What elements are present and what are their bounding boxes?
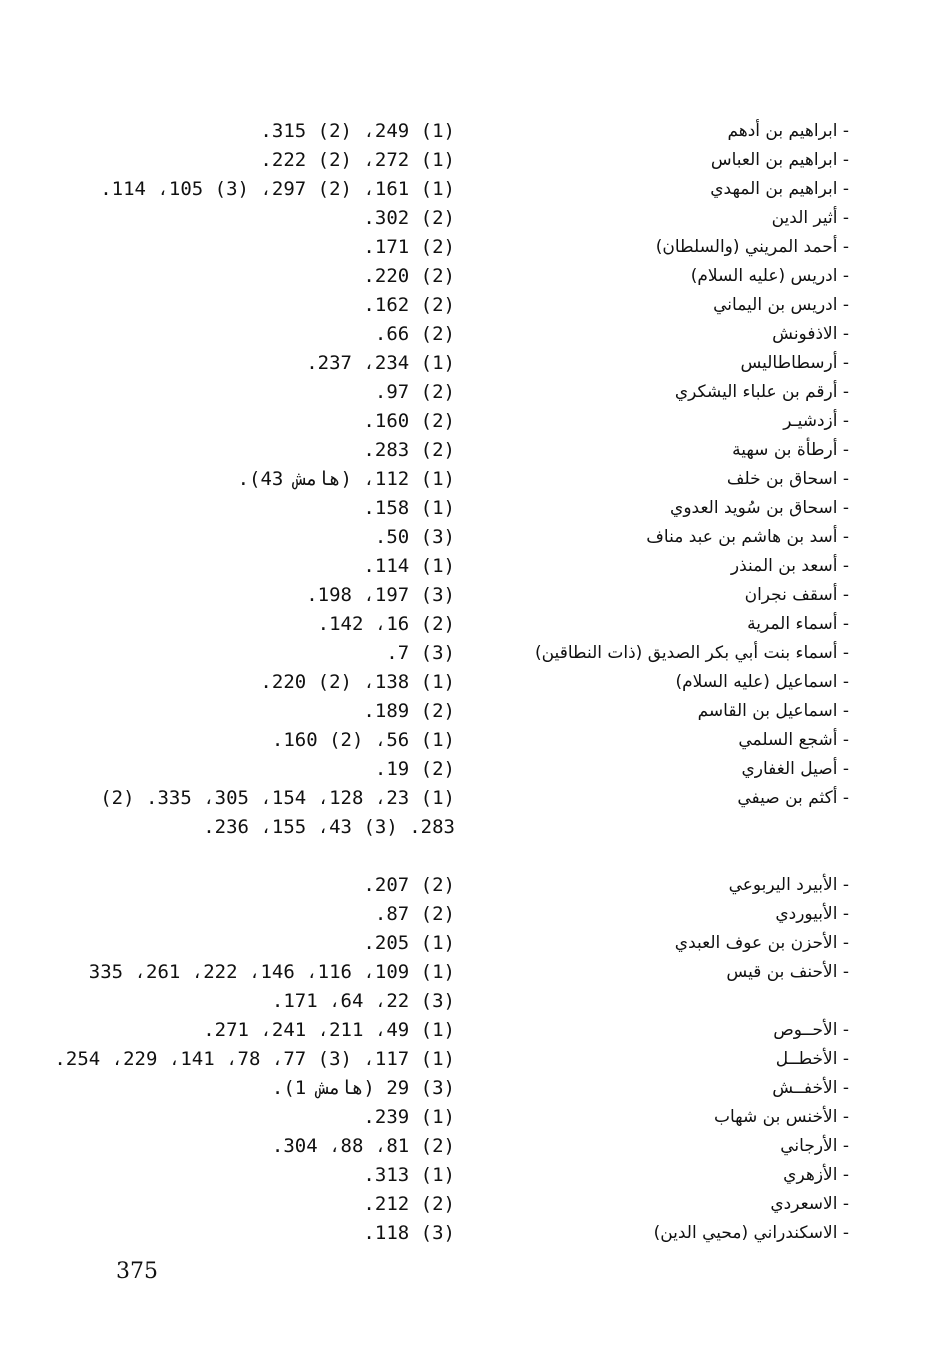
entry-refs: 283. (3) 43، 155، 236. <box>203 816 455 838</box>
index-entry <box>0 1103 947 1132</box>
entry-refs: (1) 161، (2) 297، (3) 105، 114. <box>100 178 455 200</box>
entry-name: - الاسكندراني (محيي الدين) <box>653 1223 849 1243</box>
entry-name: - الأزهري <box>783 1165 849 1185</box>
entry-name: - أثير الدين <box>771 208 849 228</box>
entry-refs: (1) 117، (3) 77، 78، 141، 229، 254. <box>54 1048 455 1070</box>
entry-name: - أرطأة بن سهية <box>732 440 849 460</box>
entry-name: - أكثم بن صيفي <box>737 788 849 808</box>
entry-refs: (2) 207. <box>363 874 455 896</box>
index-entry <box>0 581 947 610</box>
entry-name: - الأرجاني <box>780 1136 849 1156</box>
entry-name: - الأحزن بن عوف العبدي <box>674 933 849 953</box>
index-entry <box>0 1161 947 1190</box>
entry-name: - ابراهيم بن أدهم <box>727 121 849 141</box>
index-entry <box>0 1132 947 1161</box>
index-entry <box>0 378 947 407</box>
entry-refs: (1) 56، (2) 160. <box>271 729 455 751</box>
entry-name: - أحمد المريني (والسلطان) <box>655 237 849 257</box>
entry-refs: (1) 138، (2) 220. <box>260 671 455 693</box>
entry-name: - اسحاق بن خلف <box>726 469 849 489</box>
index-entry <box>0 1190 947 1219</box>
entry-name: - الأخطــل <box>775 1049 849 1069</box>
index-entry <box>0 1045 947 1074</box>
entry-refs: (1) 49، 211، 241، 271. <box>203 1019 455 1041</box>
entry-name: - أرقم بن علباء اليشكري <box>674 382 849 402</box>
index-entry <box>0 668 947 697</box>
entry-refs: (2) 87. <box>374 903 455 925</box>
index-entry <box>0 494 947 523</box>
entry-refs: (3) 118. <box>363 1222 455 1244</box>
entry-refs: (1) 158. <box>363 497 455 519</box>
index-entry <box>0 175 947 204</box>
entry-name: - اسماعيل بن القاسم <box>697 701 849 721</box>
index-entry <box>0 929 947 958</box>
index-entry <box>0 871 947 900</box>
entry-refs: (3) 197، 198. <box>306 584 455 606</box>
entry-refs: (1) 109، 116، 146، 222، 261، 335 <box>88 961 455 983</box>
entry-refs: (2) 220. <box>363 265 455 287</box>
index-entry <box>0 523 947 552</box>
name-index-list <box>0 117 947 1248</box>
entry-name: - أشجع السلمي <box>738 730 849 750</box>
index-entry <box>0 900 947 929</box>
entry-name: - أسعد بن المنذر <box>730 556 849 576</box>
entry-refs: (3) 29 (هامش 1). <box>271 1077 455 1099</box>
entry-name: - ادريس بن اليماني <box>713 295 849 315</box>
index-entry-continuation <box>0 813 947 842</box>
index-entry <box>0 1016 947 1045</box>
index-entry <box>0 1074 947 1103</box>
entry-name: - أصيل الغفاري <box>741 759 849 779</box>
entry-refs: (1) 234، 237. <box>306 352 455 374</box>
entry-name: - الاسعردي <box>770 1194 849 1214</box>
index-entry <box>0 784 947 813</box>
index-entry <box>0 697 947 726</box>
index-entry <box>0 552 947 581</box>
entry-name: - ابراهيم بن العباس <box>710 150 849 170</box>
entry-refs: (2) 19. <box>374 758 455 780</box>
entry-name: - أسقف نجران <box>744 585 849 605</box>
entry-refs: (2) 16، 142. <box>317 613 455 635</box>
entry-refs: (2) 81، 88، 304. <box>271 1135 455 1157</box>
index-entry <box>0 639 947 668</box>
entry-refs: (3) 50. <box>374 526 455 548</box>
entry-name: - الأبيرد اليربوعي <box>728 875 849 895</box>
entry-refs: (1) 239. <box>363 1106 455 1128</box>
entry-refs: (1) 114. <box>363 555 455 577</box>
entry-refs: (2) 171. <box>363 236 455 258</box>
index-entry <box>0 146 947 175</box>
entry-name: - الأبيوردي <box>775 904 849 924</box>
index-entry <box>0 204 947 233</box>
entry-refs: (2) 97. <box>374 381 455 403</box>
index-entry <box>0 407 947 436</box>
index-entry <box>0 320 947 349</box>
entry-name: - الاذفونش <box>772 324 849 344</box>
entry-name: - أسماء بنت أبي بكر الصديق (ذات النطاقين) <box>534 643 849 663</box>
entry-name: - أرسطاطاليس <box>740 353 849 373</box>
entry-refs: (2) 160. <box>363 410 455 432</box>
entry-name: - أسماء المرية <box>747 614 849 634</box>
entry-refs: (2) 189. <box>363 700 455 722</box>
index-entry <box>0 755 947 784</box>
entry-refs: (1) 205. <box>363 932 455 954</box>
entry-name: - اسحاق بن سُويد العدوي <box>670 498 849 518</box>
entry-refs: (3) 7. <box>386 642 455 664</box>
index-entry <box>0 465 947 494</box>
index-entry <box>0 436 947 465</box>
entry-refs: (2) 66. <box>374 323 455 345</box>
entry-name: - الأخفــش <box>772 1078 849 1098</box>
entry-name: - الأحنف بن قيس <box>726 962 849 982</box>
entry-refs: (3) 22، 64، 171. <box>271 990 455 1012</box>
entry-name: - ابراهيم بن المهدي <box>710 179 849 199</box>
index-entry <box>0 291 947 320</box>
index-entry <box>0 262 947 291</box>
index-entry <box>0 117 947 146</box>
entry-name: - الأحــوص <box>773 1020 849 1040</box>
entry-refs: (1) 272، (2) 222. <box>260 149 455 171</box>
entry-refs: (2) 212. <box>363 1193 455 1215</box>
index-entry <box>0 610 947 639</box>
entry-name: - الأخنس بن شهاب <box>713 1107 849 1127</box>
entry-name: - اسماعيل (عليه السلام) <box>675 672 849 692</box>
page-number: 375 <box>116 1259 158 1284</box>
entry-refs: (1) 249، (2) 315. <box>260 120 455 142</box>
index-entry <box>0 958 947 987</box>
entry-refs: (1) 23، 128، 154، 305، 335. (2) <box>100 787 455 809</box>
entry-refs: (2) 302. <box>363 207 455 229</box>
entry-name: - ادريس (عليه السلام) <box>690 266 849 286</box>
entry-refs: (1) 112، (هامش 43). <box>237 468 455 490</box>
entry-refs: (2) 162. <box>363 294 455 316</box>
index-entry <box>0 349 947 378</box>
index-entry <box>0 1219 947 1248</box>
index-entry <box>0 233 947 262</box>
entry-refs: (1) 313. <box>363 1164 455 1186</box>
entry-name: - أسد بن هاشم بن عبد مناف <box>646 527 849 547</box>
index-entry <box>0 726 947 755</box>
entry-refs: (2) 283. <box>363 439 455 461</box>
entry-name: - أزدشيـر <box>783 411 849 431</box>
index-entry-continuation <box>0 987 947 1016</box>
